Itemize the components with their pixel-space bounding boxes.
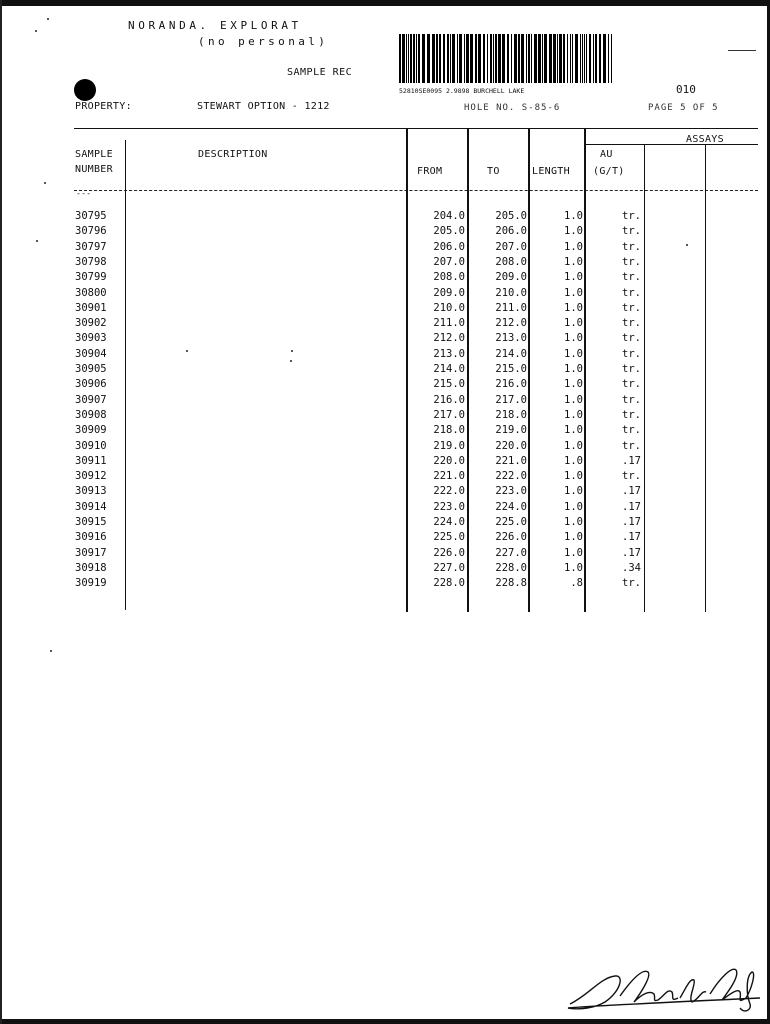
sample-number-cell: 30918 [75,562,107,574]
au-cell: tr. [622,348,641,360]
sample-number-cell: 30915 [75,516,107,528]
sample-number-cell: 30909 [75,424,107,436]
sample-number-cell: 30906 [75,378,107,390]
sample-number-cell: 30901 [75,302,107,314]
length-cell: 1.0 [564,409,583,421]
from-cell: 215.0 [433,378,465,390]
to-cell: 224.0 [495,501,527,513]
au-cell: .17 [622,516,641,528]
col-divider-to [528,128,530,612]
sample-number-cell: 30795 [75,210,107,222]
sample-number-cell: 30911 [75,455,107,467]
header-dash [728,50,756,51]
header-to: TO [487,166,500,177]
length-cell: 1.0 [564,485,583,497]
sample-number-cell: 30799 [75,271,107,283]
header-au-unit: (G/T) [593,166,625,177]
from-cell: 214.0 [433,363,465,375]
scan-speck [186,350,188,352]
to-cell: 222.0 [495,470,527,482]
header-au: AU [600,149,613,160]
barcode-caption: 52810SE0095 2.9898 BURCHELL LAKE [399,87,525,95]
col-divider-sample [125,140,126,610]
length-cell: 1.0 [564,424,583,436]
sample-number-cell: 30908 [75,409,107,421]
sample-number-cell: 30903 [75,332,107,344]
sample-number-cell: 30914 [75,501,107,513]
sample-number-cell: 30796 [75,225,107,237]
header-sample: SAMPLE [75,149,113,160]
personal-note: (no personal) [198,35,329,48]
length-cell: .8 [570,577,583,589]
sample-number-cell: 30910 [75,440,107,452]
length-cell: 1.0 [564,470,583,482]
to-cell: 206.0 [495,225,527,237]
to-cell: 228.8 [495,577,527,589]
to-cell: 226.0 [495,531,527,543]
to-cell: 227.0 [495,547,527,559]
scan-speck [686,244,688,246]
au-cell: tr. [622,225,641,237]
au-cell: .17 [622,485,641,497]
assays-rule [584,144,758,145]
sample-number-cell: 30912 [75,470,107,482]
scan-speck [47,18,49,20]
length-cell: 1.0 [564,271,583,283]
placeholder-row: --- [76,189,92,198]
from-cell: 224.0 [433,516,465,528]
to-cell: 208.0 [495,256,527,268]
au-cell: tr. [622,256,641,268]
from-cell: 225.0 [433,531,465,543]
au-cell: .17 [622,547,641,559]
length-cell: 1.0 [564,348,583,360]
length-cell: 1.0 [564,363,583,375]
from-cell: 220.0 [433,455,465,467]
length-cell: 1.0 [564,455,583,467]
sample-number-cell: 30798 [75,256,107,268]
to-cell: 210.0 [495,287,527,299]
to-cell: 216.0 [495,378,527,390]
length-cell: 1.0 [564,241,583,253]
header-assays: ASSAYS [686,134,724,145]
length-cell: 1.0 [564,317,583,329]
from-cell: 210.0 [433,302,465,314]
punch-hole-icon [74,79,96,101]
to-cell: 209.0 [495,271,527,283]
from-cell: 228.0 [433,577,465,589]
au-cell: tr. [622,378,641,390]
length-cell: 1.0 [564,287,583,299]
form-title: SAMPLE REC [287,67,353,78]
scan-speck [290,360,292,362]
from-cell: 205.0 [433,225,465,237]
property-label: PROPERTY: [75,101,132,112]
from-cell: 217.0 [433,409,465,421]
company-name: NORANDA. EXPLORAT [128,19,302,32]
length-cell: 1.0 [564,531,583,543]
header-number: NUMBER [75,164,113,175]
from-cell: 212.0 [433,332,465,344]
from-cell: 209.0 [433,287,465,299]
from-cell: 213.0 [433,348,465,360]
length-cell: 1.0 [564,378,583,390]
col-divider-assay2 [705,144,706,612]
length-cell: 1.0 [564,225,583,237]
au-cell: tr. [622,470,641,482]
to-cell: 207.0 [495,241,527,253]
from-cell: 204.0 [433,210,465,222]
handwritten-signature-icon [560,958,765,1018]
from-cell: 222.0 [433,485,465,497]
sample-number-cell: 30902 [75,317,107,329]
au-cell: tr. [622,394,641,406]
length-cell: 1.0 [564,256,583,268]
from-cell: 208.0 [433,271,465,283]
col-divider-au [644,144,645,612]
length-cell: 1.0 [564,394,583,406]
au-cell: tr. [622,287,641,299]
sample-number-cell: 30797 [75,241,107,253]
au-cell: tr. [622,363,641,375]
length-cell: 1.0 [564,332,583,344]
au-cell: .34 [622,562,641,574]
au-cell: .17 [622,501,641,513]
au-cell: tr. [622,271,641,283]
to-cell: 221.0 [495,455,527,467]
au-cell: tr. [622,409,641,421]
au-cell: tr. [622,424,641,436]
hole-number-label: HOLE NO. S-85-6 [464,103,561,113]
sample-number-cell: 30917 [75,547,107,559]
au-cell: tr. [622,317,641,329]
length-cell: 1.0 [564,440,583,452]
header-length: LENGTH [532,166,570,177]
to-cell: 211.0 [495,302,527,314]
property-value: STEWART OPTION - 1212 [197,101,330,112]
from-cell: 219.0 [433,440,465,452]
au-cell: tr. [622,241,641,253]
scan-border-top [0,0,770,6]
scan-border-bottom [0,1019,770,1024]
to-cell: 228.0 [495,562,527,574]
sample-number-cell: 30916 [75,531,107,543]
to-cell: 212.0 [495,317,527,329]
to-cell: 218.0 [495,409,527,421]
au-cell: .17 [622,455,641,467]
col-divider-description [406,128,408,612]
length-cell: 1.0 [564,516,583,528]
scan-border-left [0,0,2,1024]
sample-number-cell: 30907 [75,394,107,406]
length-cell: 1.0 [564,501,583,513]
scan-speck [44,182,46,184]
col-divider-from [467,128,469,612]
to-cell: 220.0 [495,440,527,452]
sample-number-cell: 30919 [75,577,107,589]
sample-number-cell: 30800 [75,287,107,299]
to-cell: 205.0 [495,210,527,222]
to-cell: 225.0 [495,516,527,528]
from-cell: 218.0 [433,424,465,436]
au-cell: tr. [622,302,641,314]
from-cell: 207.0 [433,256,465,268]
length-cell: 1.0 [564,547,583,559]
scan-speck [50,650,52,652]
from-cell: 211.0 [433,317,465,329]
header-description: DESCRIPTION [198,149,268,160]
document-code: 010 [676,83,696,96]
from-cell: 206.0 [433,241,465,253]
to-cell: 214.0 [495,348,527,360]
scan-speck [36,240,38,242]
page-number-label: PAGE 5 OF 5 [648,103,719,113]
barcode-icon [399,34,615,83]
table-top-rule [74,128,758,129]
au-cell: tr. [622,577,641,589]
from-cell: 227.0 [433,562,465,574]
from-cell: 216.0 [433,394,465,406]
to-cell: 223.0 [495,485,527,497]
au-cell: tr. [622,440,641,452]
from-cell: 221.0 [433,470,465,482]
to-cell: 217.0 [495,394,527,406]
length-cell: 1.0 [564,562,583,574]
length-cell: 1.0 [564,302,583,314]
au-cell: tr. [622,332,641,344]
to-cell: 219.0 [495,424,527,436]
from-cell: 226.0 [433,547,465,559]
to-cell: 213.0 [495,332,527,344]
scan-speck [291,350,293,352]
to-cell: 215.0 [495,363,527,375]
from-cell: 223.0 [433,501,465,513]
scan-speck [35,30,37,32]
header-separator [74,190,758,191]
length-cell: 1.0 [564,210,583,222]
sample-number-cell: 30913 [75,485,107,497]
sample-number-cell: 30905 [75,363,107,375]
au-cell: tr. [622,210,641,222]
sample-number-cell: 30904 [75,348,107,360]
header-from: FROM [417,166,443,177]
au-cell: .17 [622,531,641,543]
